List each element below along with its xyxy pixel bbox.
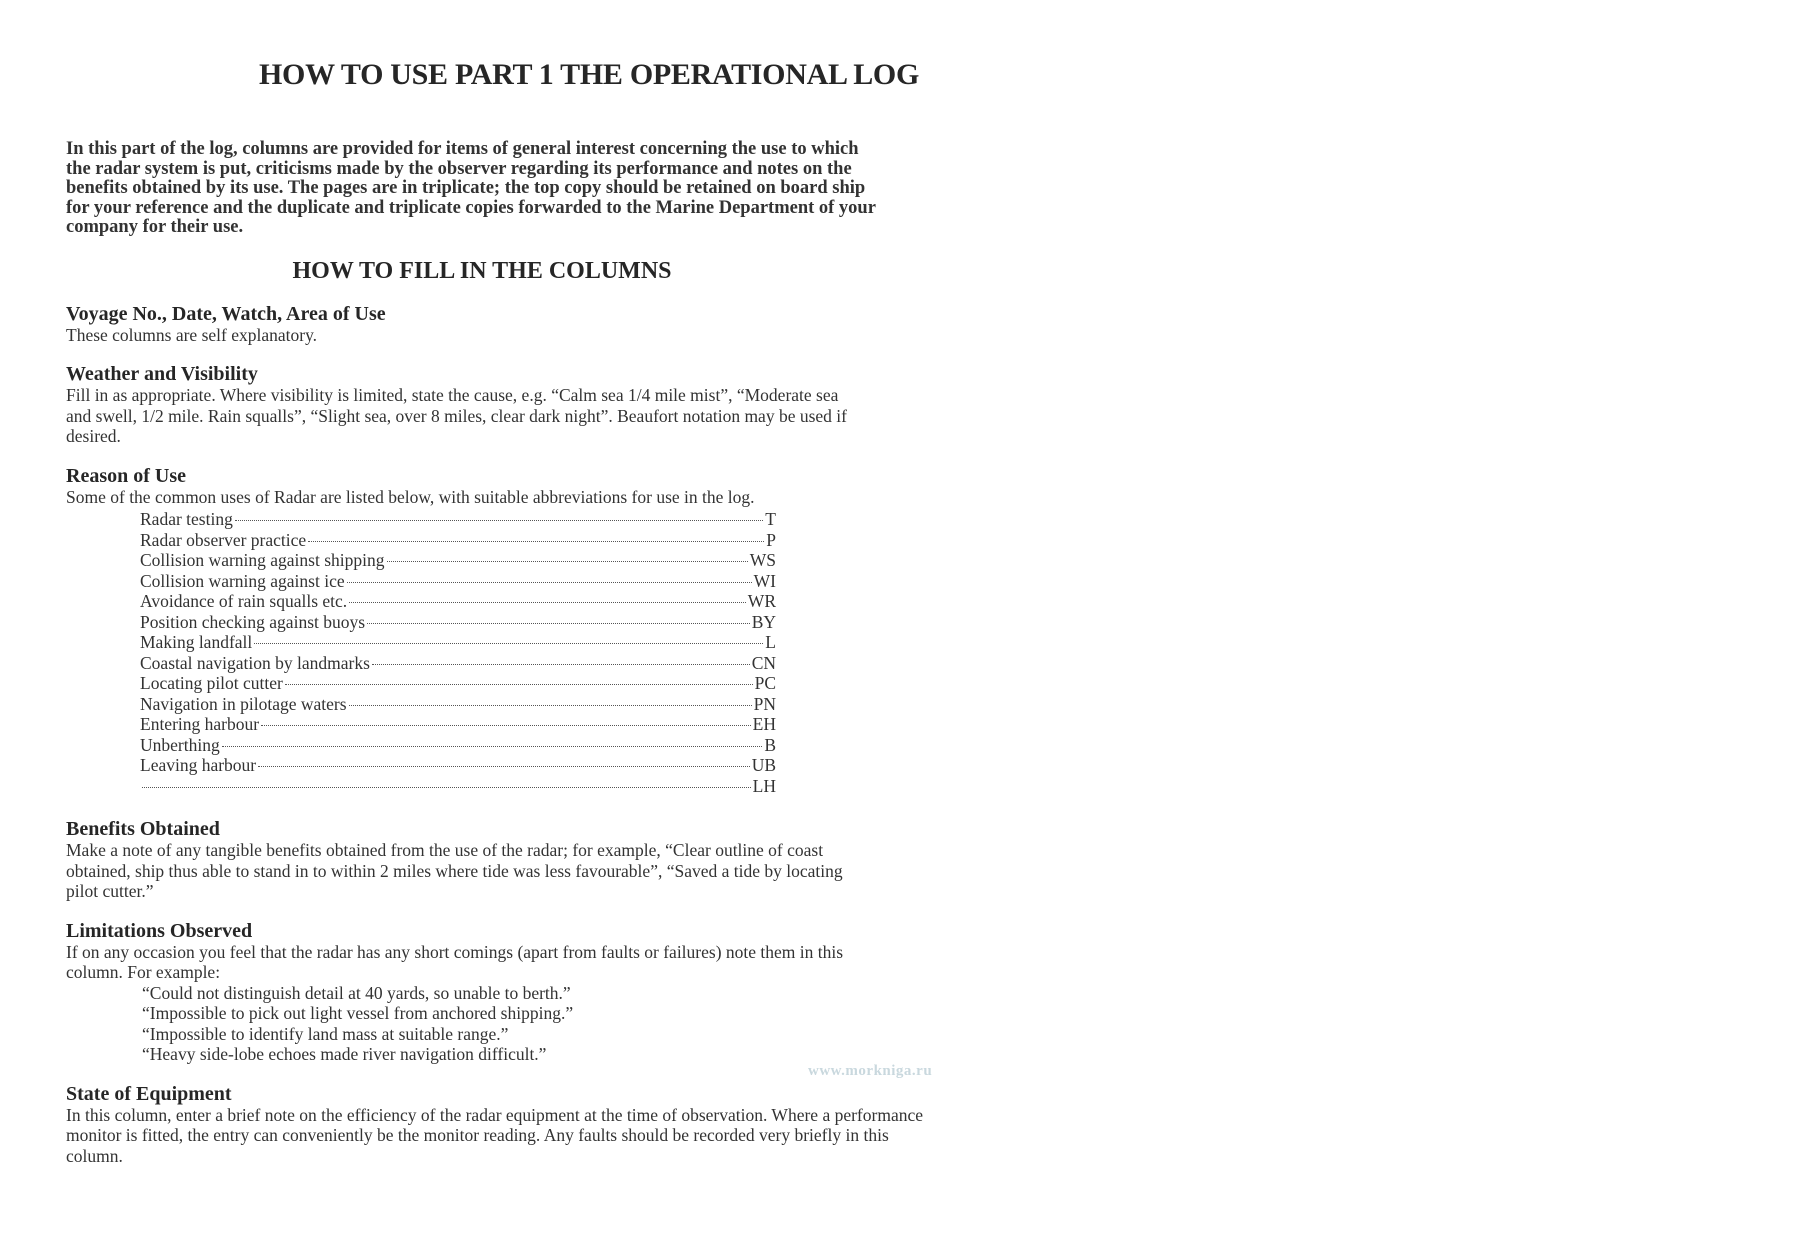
list-item — [140, 673, 776, 694]
abbreviation-label: Collision warning against shipping — [140, 550, 385, 570]
section-heading: Weather and Visibility — [66, 363, 258, 385]
list-item: “Heavy side-lobe echoes made river navigation difficult.” — [142, 1044, 547, 1064]
section-body: Make a note of any tangible benefits obtained from the use of the radar; for example, “Clear outline of coast obtained, ship thus able to stand in to within 2 miles where tide was less favourable”, “Saved a tide by locating pilot cutter.” — [66, 840, 843, 901]
section-body: If on any occasion you feel that the radar has any short comings (apart from faults or failures) note them in this column. For example: — [66, 941, 844, 982]
leader-dots — [372, 664, 750, 665]
leader-dots — [349, 602, 746, 603]
abbreviation-label: Unberthing — [140, 734, 220, 755]
abbreviation-label: Radar observer practice — [140, 529, 307, 550]
list-item — [140, 653, 776, 674]
abbreviation-label: Leaving harbour — [140, 755, 257, 775]
section-heading: Limitations Observed — [66, 919, 253, 942]
list-item — [140, 591, 776, 612]
section-body: In this column, enter a brief note on the efficiency of the radar equipment at the time of observation. Where a performance monitor is fitted, the entry can conveniently be the monitor reading. Any faults should be recorded very briefly in this column. — [66, 1104, 923, 1166]
example-quotes — [142, 983, 926, 1065]
leader-dots — [308, 541, 764, 542]
leader-dots — [254, 643, 763, 644]
leader-dots — [261, 725, 751, 726]
abbreviation-code: T — [765, 509, 776, 529]
abbreviation-code: B — [764, 734, 776, 755]
abbreviation-label: Entering harbour — [140, 714, 260, 734]
abbreviation-code: PN — [753, 693, 776, 714]
section-equipment — [66, 1083, 926, 1167]
list-item — [140, 571, 776, 592]
leader-dots — [222, 746, 763, 747]
leader-dots — [367, 623, 750, 624]
section-body: Some of the common uses of Radar are listed below, with suitable abbreviations for use in the log. — [66, 486, 755, 507]
abbreviation-code: WI — [753, 570, 776, 591]
list-item — [140, 735, 776, 756]
abbreviation-label: Radar testing — [140, 509, 233, 529]
section-voyage — [66, 303, 926, 346]
section-heading: Benefits Obtained — [66, 818, 220, 840]
abbreviation-code: EH — [752, 714, 776, 734]
section-body: Fill in as appropriate. Where visibility is limited, state the cause, e.g. “Calm sea 1/4 mile mist”, “Moderate sea and swell, 1/2 mile. Rain squalls”, “Slight sea, over 8 miles, clear dark night”. Beaufort notation may be used if desired. — [66, 385, 847, 446]
section-benefits — [66, 818, 926, 902]
abbreviation-label: Coastal navigation by landmarks — [140, 652, 370, 673]
section-reason — [66, 465, 926, 797]
section-body: These columns are self explanatory. — [66, 324, 318, 345]
section-limitations — [66, 920, 926, 1065]
watermark: www.morkniga.ru — [808, 1063, 933, 1079]
leader-dots — [258, 766, 750, 767]
abbreviation-label: Position checking against buoys — [140, 611, 366, 632]
abbreviation-code: LH — [752, 775, 776, 796]
list-item — [140, 530, 776, 551]
abbreviation-code: WR — [747, 591, 776, 611]
list-item — [140, 632, 776, 653]
intro-paragraph: In this part of the log, columns are provided for items of general interest concerning the use to which the radar system is put, criticisms made by the observer regarding its performance and notes on the benefits obtained by its use. The pages are in triplicate; the top copy should be retained on board ship for your reference and the duplicate and triplicate copies forwarded to the Marine Department of your company for their use. — [66, 139, 876, 237]
content-column — [66, 140, 926, 1184]
leader-dots — [235, 520, 763, 521]
abbreviation-label: Navigation in pilotage waters — [140, 693, 347, 714]
abbreviation-code: P — [766, 529, 776, 550]
abbreviation-code: PC — [754, 673, 776, 693]
list-item — [140, 509, 776, 530]
list-item: “Impossible to identify land mass at suitable range.” — [142, 1023, 509, 1044]
list-item — [140, 714, 776, 735]
abbreviation-list — [140, 509, 776, 796]
leader-dots — [142, 787, 751, 788]
abbreviation-code: CN — [751, 652, 776, 673]
leader-dots — [347, 582, 752, 583]
abbreviation-label: Locating pilot cutter — [140, 673, 283, 693]
list-item — [140, 694, 776, 715]
abbreviation-label: Making landfall — [140, 632, 253, 652]
abbreviation-label: Avoidance of rain squalls etc. — [140, 591, 348, 611]
section-weather — [66, 363, 926, 447]
page-title: HOW TO USE PART 1 THE OPERATIONAL LOG — [259, 58, 919, 91]
list-item: “Impossible to pick out light vessel from anchored shipping.” — [142, 1003, 574, 1023]
abbreviation-label: Collision warning against ice — [140, 570, 345, 591]
abbreviation-code: UB — [751, 755, 776, 775]
abbreviation-code: BY — [751, 611, 776, 632]
list-item: “Could not distinguish detail at 40 yards, so unable to berth.” — [142, 982, 571, 1003]
leader-dots — [285, 684, 753, 685]
abbreviation-code: L — [765, 632, 776, 652]
abbreviation-code: WS — [749, 550, 776, 570]
section-heading: State of Equipment — [66, 1082, 232, 1105]
section-heading: Voyage No., Date, Watch, Area of Use — [66, 302, 386, 325]
list-item — [140, 612, 776, 633]
leader-dots — [349, 705, 752, 706]
list-item — [140, 755, 776, 776]
list-item — [140, 550, 776, 571]
leader-dots — [387, 561, 748, 562]
list-item — [140, 776, 776, 797]
section-title: HOW TO FILL IN THE COLUMNS — [292, 257, 672, 284]
section-heading: Reason of Use — [66, 464, 186, 487]
